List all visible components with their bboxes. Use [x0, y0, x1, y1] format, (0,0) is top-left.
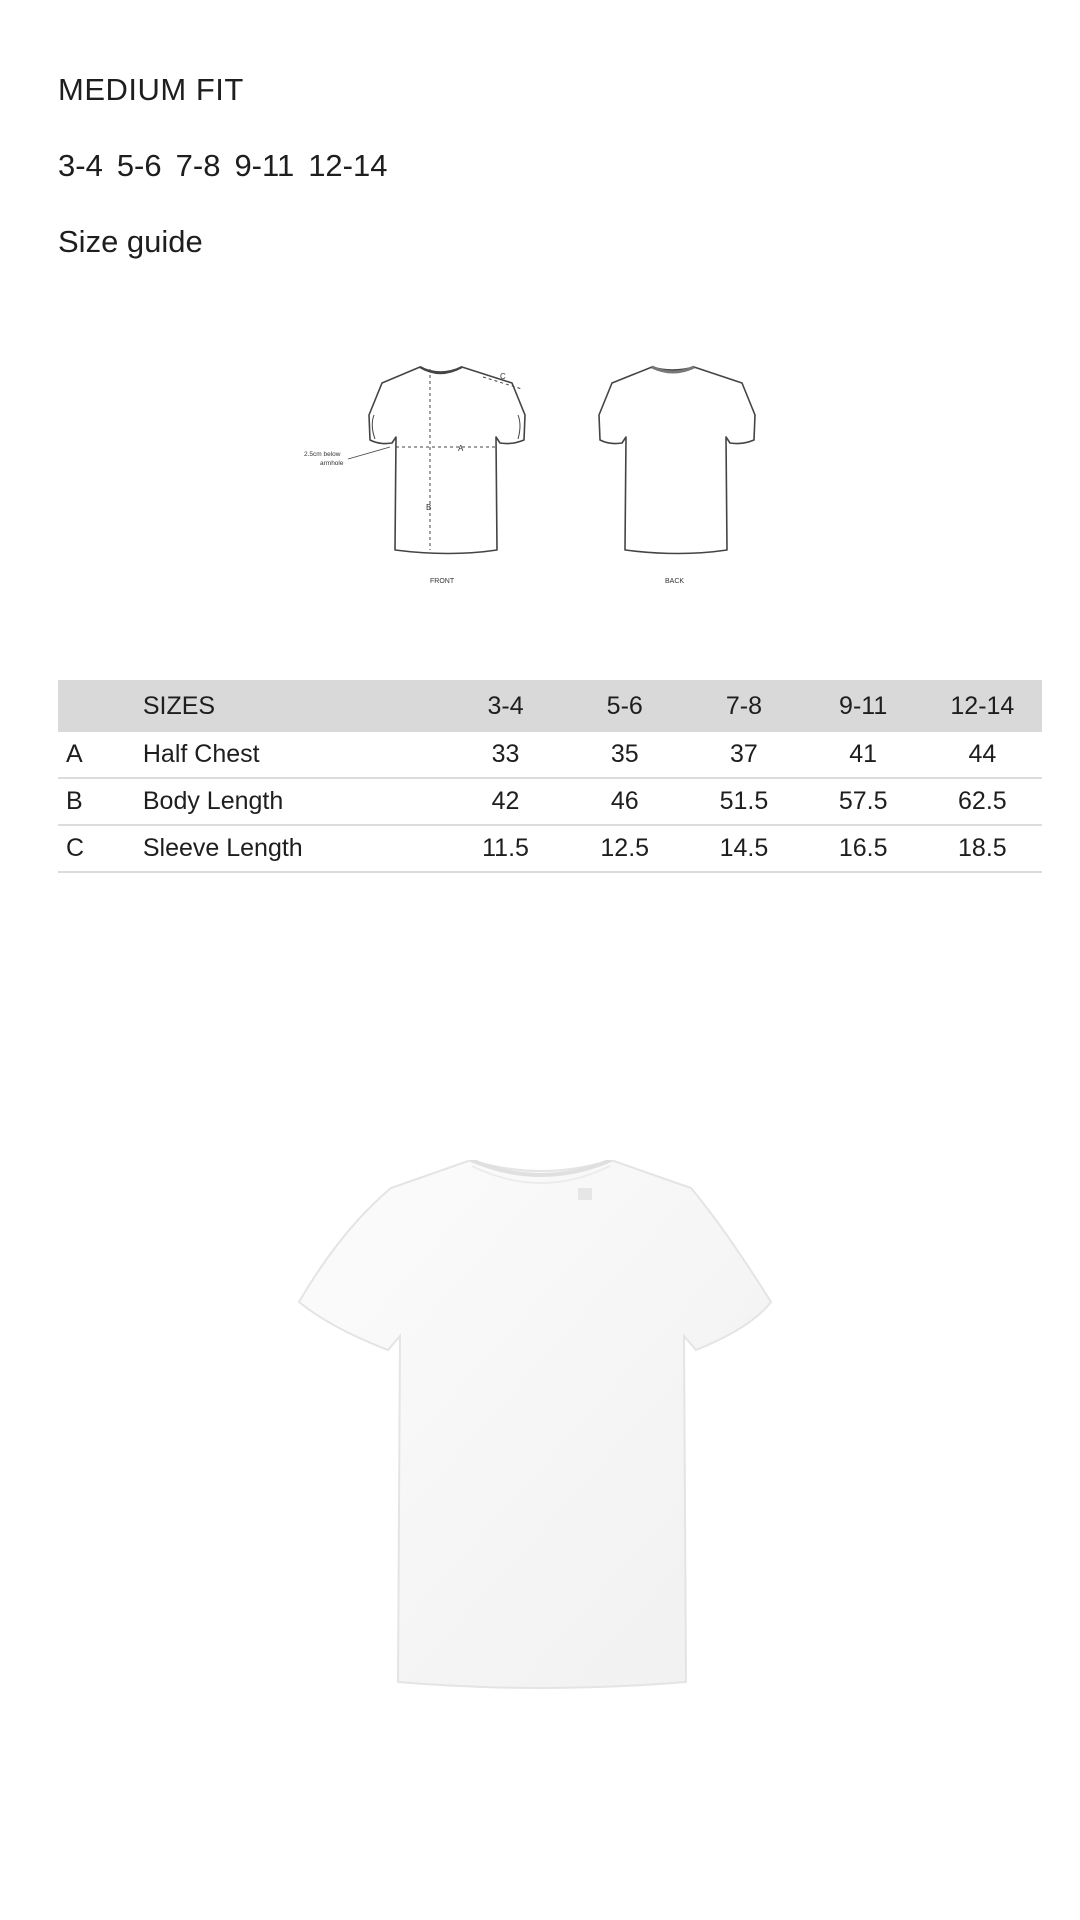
- table-header-size: 3-4: [446, 680, 565, 732]
- row-label: Half Chest: [143, 732, 446, 778]
- back-label: BACK: [665, 578, 685, 585]
- table-row: [58, 825, 1042, 872]
- table-cell: 41: [804, 732, 923, 778]
- table-header-size: 9-11: [804, 680, 923, 732]
- table-header-row: [58, 680, 1042, 732]
- table-cell: 46: [565, 778, 684, 825]
- size-chart-table: [58, 680, 1042, 873]
- table-cell: 57.5: [804, 778, 923, 825]
- table-cell: 51.5: [684, 778, 803, 825]
- size-options: [58, 150, 387, 181]
- table-header-label: SIZES: [143, 680, 446, 732]
- armhole-note-line2: armhole: [320, 460, 344, 467]
- table-cell: 44: [923, 732, 1042, 778]
- table-cell: 14.5: [684, 825, 803, 872]
- table-cell: 12.5: [565, 825, 684, 872]
- front-label: FRONT: [430, 578, 455, 585]
- white-tshirt-photo-icon[interactable]: [296, 1160, 786, 1690]
- measure-a-label: A: [458, 444, 464, 453]
- measure-b-label: B: [426, 503, 432, 512]
- table-row: [58, 778, 1042, 825]
- size-option[interactable]: 7-8: [175, 148, 221, 183]
- table-header-size: 12-14: [923, 680, 1042, 732]
- row-label: Body Length: [143, 778, 446, 825]
- table-header-size: 7-8: [684, 680, 803, 732]
- table-row: [58, 732, 1042, 778]
- armhole-note-line1: 2.5cm below: [304, 451, 341, 458]
- table-cell: 18.5: [923, 825, 1042, 872]
- fit-title: MEDIUM FIT: [58, 72, 244, 107]
- row-letter: B: [58, 778, 143, 825]
- size-option[interactable]: 12-14: [308, 148, 388, 183]
- size-option[interactable]: 3-4: [58, 148, 103, 183]
- row-letter: C: [58, 825, 143, 872]
- back-shirt-outline: [599, 367, 755, 554]
- table-cell: 11.5: [446, 825, 565, 872]
- row-label: Sleeve Length: [143, 825, 446, 872]
- table-cell: 35: [565, 732, 684, 778]
- table-cell: 37: [684, 732, 803, 778]
- table-cell: 33: [446, 732, 565, 778]
- table-header-blank: [58, 680, 143, 732]
- table-header-size: 5-6: [565, 680, 684, 732]
- table-cell: 42: [446, 778, 565, 825]
- size-guide-link[interactable]: Size guide: [58, 224, 203, 259]
- front-shirt-outline: [369, 367, 525, 554]
- measure-c-label: C: [500, 372, 506, 381]
- table-cell: 62.5: [923, 778, 1042, 825]
- photo-shirt-body: [299, 1160, 771, 1688]
- row-letter: A: [58, 732, 143, 778]
- size-option[interactable]: 5-6: [116, 148, 162, 183]
- table-cell: 16.5: [804, 825, 923, 872]
- tshirt-diagram-icon: [290, 355, 810, 600]
- size-option[interactable]: 9-11: [234, 148, 295, 183]
